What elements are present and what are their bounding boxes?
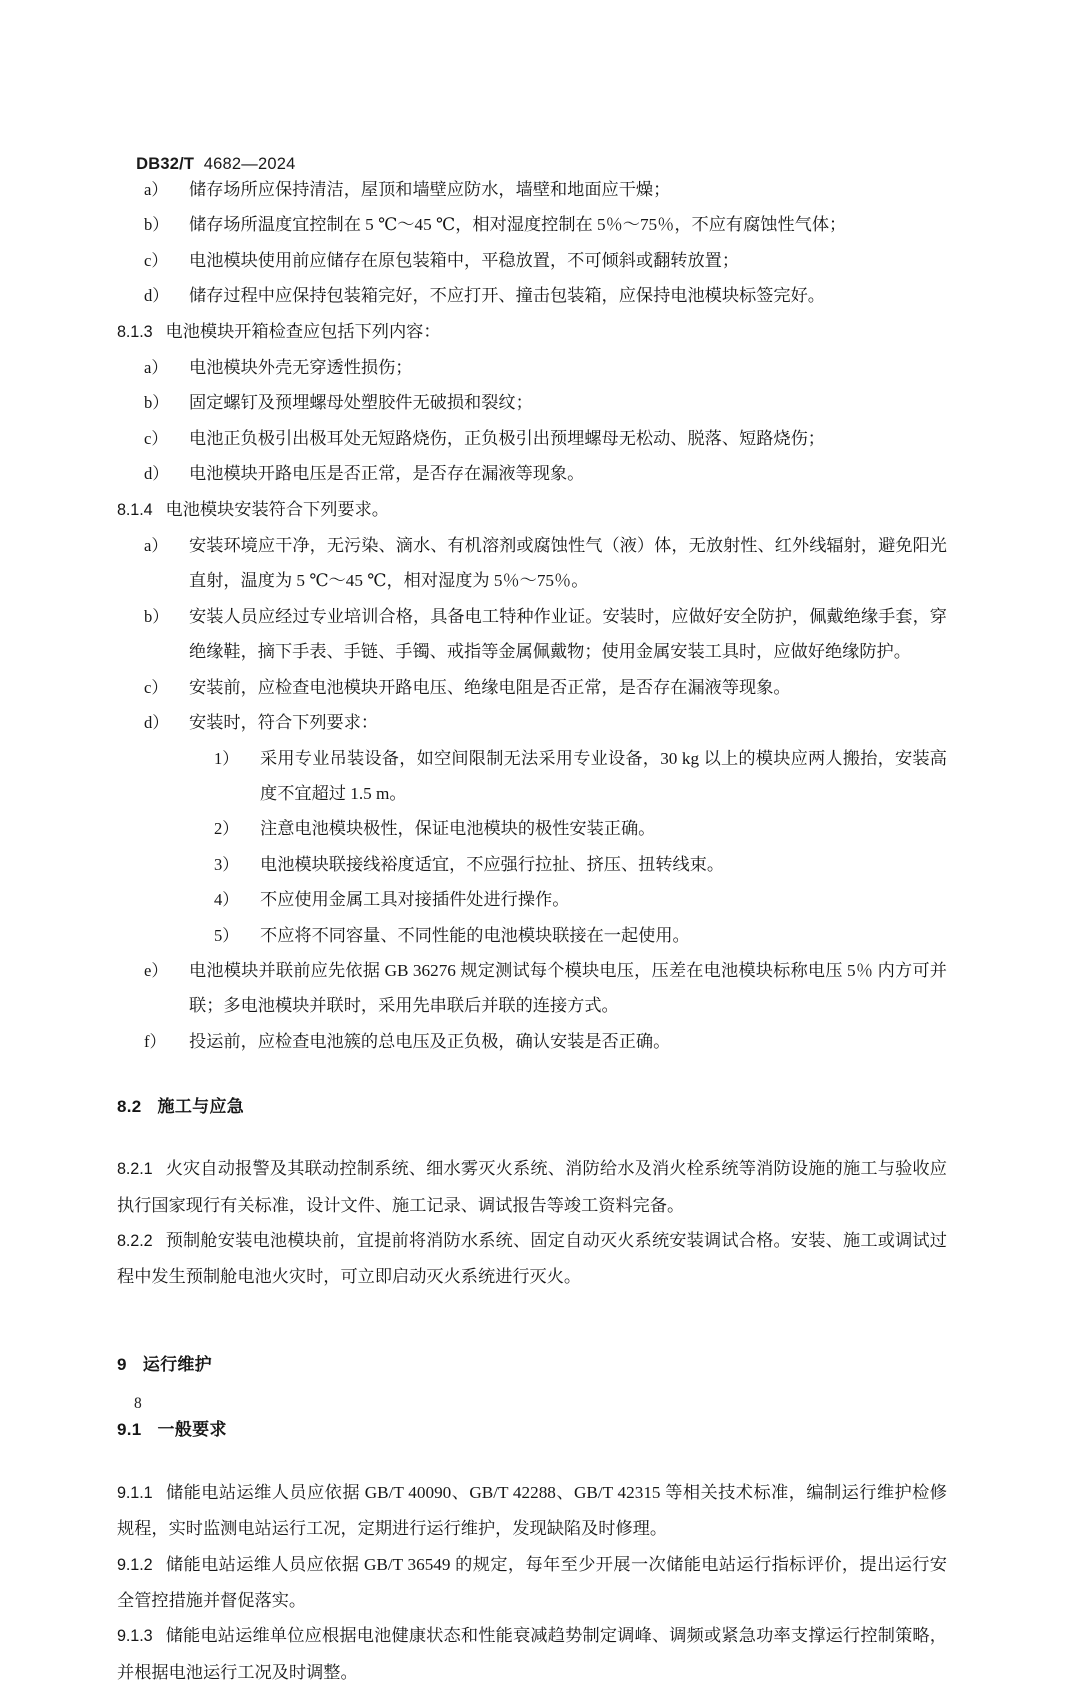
list-item-text: 安装时，符合下列要求：: [189, 713, 379, 733]
sub-list-item: [117, 811, 947, 846]
sub-list-item: [117, 882, 947, 917]
list-marker: a）: [144, 180, 168, 199]
clause-text: 储能电站运维人员应依据 GB/T 40090、GB/T 42288、GB/T 42315 等相关技术标准，编制运行维护检修规程，实时监测电站运行工况，定期进行运行维护，发现缺陷及时修理。: [117, 1482, 947, 1539]
list-marker: a）: [144, 358, 168, 378]
list-marker: d）: [144, 286, 169, 306]
sub-list-item: [117, 741, 947, 812]
list-item: [117, 670, 947, 705]
clause-number: 9.1.2: [117, 1555, 153, 1574]
sub-list-item-text: 电池模块联接线裕度适宜，不应强行拉扯、挤压、扭转线束。: [260, 854, 725, 874]
heading-9-1: [117, 1412, 947, 1447]
sub-list-marker: 1）: [214, 748, 239, 768]
list-item: [117, 456, 947, 491]
clause-8-1-3: [117, 314, 947, 350]
clause-9-1-1: [117, 1475, 947, 1547]
clause-8-2-1: [117, 1151, 947, 1223]
page-number: 8: [134, 1395, 142, 1412]
clause-number: 8.1.3: [117, 322, 153, 341]
list-item: [117, 421, 947, 456]
list-item: [117, 1024, 947, 1059]
list-item: [117, 207, 947, 242]
list-item-text: 电池正负极引出极耳处无短路烧伤，正负极引出预埋螺母无松动、脱落、短路烧伤；: [189, 428, 825, 448]
list-marker: d）: [144, 464, 169, 484]
list-item-text: 电池模块外壳无穿透性损伤；: [189, 358, 413, 378]
sub-list-marker: 3）: [214, 854, 239, 874]
sub-list-item-text: 不应使用金属工具对接插件处进行操作。: [260, 890, 570, 910]
list-item: [117, 278, 947, 313]
clause-number: 8.1.4: [117, 500, 153, 519]
list-marker: a）: [144, 536, 168, 556]
list-item-text: 电池模块并联前应先依据 GB 36276 规定测试每个模块电压，压差在电池模块标称电压 5％ 内方可并联；多电池模块并联时，采用先串联后并联的连接方式。: [189, 960, 947, 1016]
clause-number: 8.2.2: [117, 1231, 153, 1250]
sub-list-marker: 4）: [214, 890, 239, 910]
heading-title: 一般要求: [157, 1419, 227, 1439]
list-item-text: 安装环境应干净，无污染、滴水、有机溶剂或腐蚀性气（液）体，无放射性、红外线辐射，避免阳光直射，温度为 5 ℃～45 ℃，相对湿度为 5％～75％。: [189, 536, 947, 591]
list-marker: e）: [144, 960, 168, 980]
clause-text: 电池模块安装符合下列要求。: [165, 499, 389, 519]
list-marker: c）: [144, 428, 168, 448]
clause-text: 储能电站运维单位应根据电池健康状态和性能衰减趋势制定调峰、调频或紧急功率支撑运行控制策略，并根据电池运行工况及时调整。: [117, 1626, 947, 1682]
list-marker: c）: [144, 677, 168, 697]
list-marker: b）: [144, 606, 169, 626]
clause-text: 电池模块开箱检查应包括下列内容：: [165, 321, 441, 341]
list-item-text: 固定螺钉及预埋螺母处塑胶件无破损和裂纹；: [189, 393, 533, 413]
list-item: [117, 385, 947, 420]
clause-number: 8.2.1: [117, 1160, 153, 1179]
list-item: [117, 172, 947, 207]
heading-number: 8.2: [117, 1097, 142, 1117]
sub-list-item-text: 不应将不同容量、不同性能的电池模块联接在一起使用。: [260, 925, 690, 945]
list-marker: f）: [144, 1031, 167, 1051]
list-item-text: 安装前，应检查电池模块开路电压、绝缘电阻是否正常，是否存在漏液等现象。: [189, 677, 791, 697]
clause-9-1-3: [117, 1618, 947, 1690]
clause-9-1-2: [117, 1547, 947, 1619]
list-item: [117, 705, 947, 740]
list-item: [117, 528, 947, 599]
list-item-text: 投运前，应检查电池簇的总电压及正负极，确认安装是否正确。: [189, 1031, 671, 1051]
list-marker: c）: [144, 250, 168, 270]
sub-list-item-text: 注意电池模块极性，保证电池模块的极性安装正确。: [260, 819, 656, 839]
list-item-text: 安装人员应经过专业培训合格，具备电工特种作业证。安装时，应做好安全防护，佩戴绝缘手套，穿绝缘鞋，摘下手表、手链、手镯、戒指等金属佩戴物；使用金属安装工具时，应做好绝缘防护。: [189, 606, 947, 662]
list-item: [117, 243, 947, 278]
heading-number: 9.1: [117, 1419, 142, 1439]
list-item-text: 电池模块开路电压是否正常，是否存在漏液等现象。: [189, 464, 585, 484]
clause-8-2-2: [117, 1223, 947, 1295]
list-item-text: 储存场所应保持清洁，屋顶和墙壁应防水，墙壁和地面应干燥；: [189, 180, 671, 199]
clause-number: 9.1.1: [117, 1483, 153, 1502]
list-item-text: 电池模块使用前应储存在原包装箱中，平稳放置，不可倾斜或翻转放置；: [189, 250, 740, 270]
heading-8-2: [117, 1089, 947, 1124]
sub-list-item-text: 采用专业吊装设备，如空间限制无法采用专业设备，30 kg 以上的模块应两人搬抬，安装高度不宜超过 1.5 m。: [260, 748, 947, 803]
sub-list-item: [117, 918, 947, 953]
clause-8-1-4: [117, 492, 947, 528]
sub-list-item: [117, 847, 947, 882]
list-marker: b）: [144, 393, 169, 413]
sub-list-marker: 2）: [214, 819, 239, 839]
clause-text: 预制舱安装电池模块前，宜提前将消防水系统、固定自动灭火系统安装调试合格。安装、施工或调试过程中发生预制舱电池火灾时，可立即启动灭火系统进行灭火。: [117, 1230, 947, 1287]
list-item: [117, 350, 947, 385]
list-item-text: 储存过程中应保持包装箱完好，不应打开、撞击包装箱，应保持电池模块标签完好。: [189, 286, 825, 306]
list-item-text: 储存场所温度宜控制在 5 ℃～45 ℃，相对湿度控制在 5％～75％，不应有腐蚀性气体；: [189, 215, 847, 235]
clause-text: 储能电站运维人员应依据 GB/T 36549 的规定，每年至少开展一次储能电站运行指标评价，提出运行安全管控措施并督促落实。: [117, 1554, 947, 1610]
heading-9: [117, 1347, 947, 1382]
list-marker: d）: [144, 713, 169, 733]
document-body: [117, 172, 947, 1690]
clause-text: 火灾自动报警及其联动控制系统、细水雾灭火系统、消防给水及消火栓系统等消防设施的施工与验收应执行国家现行有关标准，设计文件、施工记录、调试报告等竣工资料完备。: [117, 1159, 947, 1215]
standard-number: 4682—2024: [203, 155, 296, 173]
clause-number: 9.1.3: [117, 1627, 153, 1646]
list-item: [117, 599, 947, 670]
heading-title: 运行维护: [142, 1354, 212, 1374]
heading-title: 施工与应急: [157, 1097, 245, 1117]
standard-code: DB32/T: [136, 155, 195, 173]
list-item: [117, 953, 947, 1024]
sub-list-marker: 5）: [214, 925, 239, 945]
list-marker: b）: [144, 215, 169, 235]
heading-number: 9: [117, 1354, 127, 1374]
